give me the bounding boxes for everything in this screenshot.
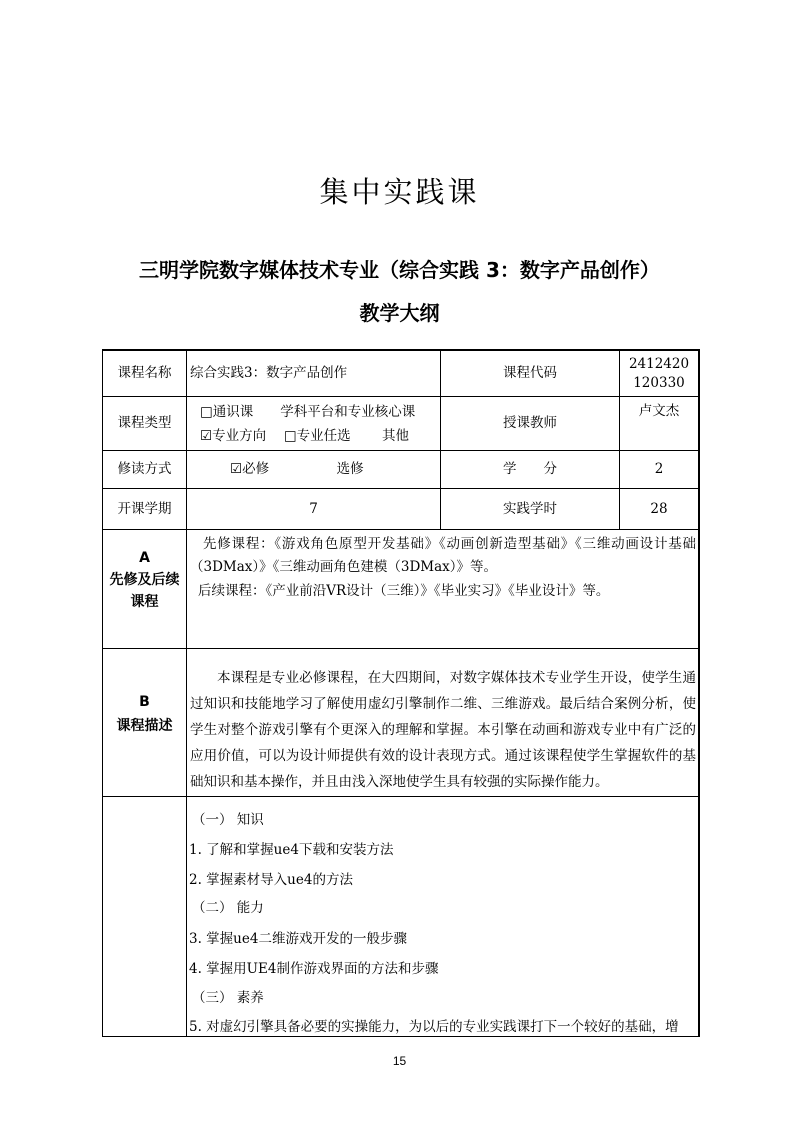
course-type-line: ☑专业方向 □专业任选 其他	[200, 427, 409, 444]
section-title: 集中实践课	[319, 175, 480, 209]
course-code-label: 课程代码	[503, 365, 557, 381]
table-row-divider	[102, 529, 699, 530]
course-code-line: 120330	[633, 374, 685, 391]
table-border-bottom	[102, 1036, 699, 1037]
table-row-divider	[102, 648, 699, 649]
page-number: 15	[392, 1054, 407, 1068]
section-b-title: 课程描述	[116, 718, 173, 734]
teacher-label: 授课教师	[503, 415, 557, 431]
objective-heading: （一） 知识	[192, 812, 264, 828]
section-a-label	[103, 545, 186, 615]
followup-courses: 后续课程：《产业前沿VR设计（三维）》《毕业实习》《毕业设计》等。	[198, 583, 610, 599]
course-name-label: 课程名称	[117, 365, 172, 381]
study-mode-label: 修读方式	[117, 461, 172, 477]
study-mode-value: ☑必修 选修	[230, 461, 364, 477]
credit-value: 2	[654, 461, 664, 477]
table-border-right	[698, 349, 700, 1037]
course-type-line: □通识课 学科平台和专业核心课	[200, 403, 416, 420]
prerequisite-courses: 先修课程：《游戏角色原型开发基础》《动画创新造型基础》《三维动画设计基础（3DMax）》《三维动画角色建模（3DMax）》等。	[190, 536, 696, 575]
document-title: 三明学院数字媒体技术专业（综合实践 3：数字产品创作）	[139, 258, 660, 282]
table-row-divider	[102, 796, 699, 797]
objective-heading: （二） 能力	[192, 900, 264, 916]
objective-item: 1. 了解和掌握ue4下载和安装方法	[189, 842, 394, 858]
document-subtitle: 教学大纲	[359, 301, 440, 325]
objective-heading: （三） 素养	[192, 990, 264, 1006]
course-type-label: 课程类型	[117, 415, 172, 431]
objective-item: 5. 对虚幻引擎具备必要的实操能力，为以后的专业实践课打下一个较好的基础，增	[189, 1019, 679, 1035]
credit-label: 学 分	[503, 461, 557, 477]
course-name-value: 综合实践3：数字产品创作	[190, 365, 348, 381]
practice-hours-label: 实践学时	[503, 500, 557, 517]
objective-item: 4. 掌握用UE4制作游戏界面的方法和步骤	[189, 961, 439, 977]
term-label: 开课学期	[117, 500, 172, 517]
course-type-options	[200, 399, 438, 448]
section-a-letter: A	[139, 550, 150, 566]
course-code-value	[620, 351, 698, 396]
section-b-letter: B	[139, 694, 150, 710]
section-b-label	[103, 690, 186, 738]
section-a-title: 先修及后续	[109, 572, 180, 588]
table-col-divider	[186, 349, 187, 1037]
course-code-line: 2412420	[628, 355, 690, 372]
section-a-title: 课程	[130, 594, 159, 610]
teacher-value: 卢文杰	[638, 402, 680, 419]
term-value: 7	[309, 500, 318, 517]
course-description: 本课程是专业必修课程，在大四期间，对数字媒体技术专业学生开设，使学生通过知识和技能地学习了解使用虚幻引擎制作二维、三维游戏。最后结合案例分析，使学生对整个游戏引擎有个更深入的理解和掌握。本引擎在动画和游戏专业中有广泛的应用价值，可以为设计师提供有效的设计表现方式。通过该课程使学生掌握软件的基础知识和基本操作，并且由浅入深地使学生具有较强的实际操作能力。	[190, 670, 696, 790]
practice-hours-value: 28	[650, 500, 668, 517]
objective-item: 2. 掌握素材导入ue4的方法	[189, 872, 353, 888]
objective-item: 3. 掌握ue4二维游戏开发的一般步骤	[189, 931, 407, 947]
